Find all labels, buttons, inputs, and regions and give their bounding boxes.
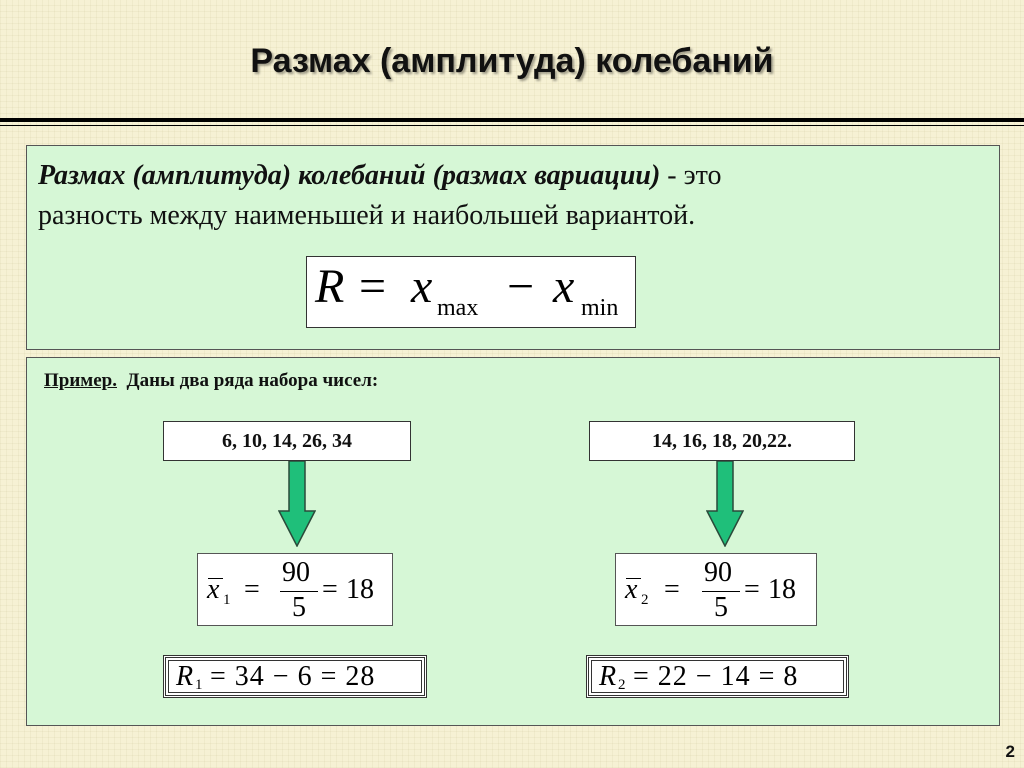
range-index: 2 [618,677,626,693]
range-index: 1 [195,677,203,693]
formula-sub-min: min [581,295,619,321]
mean-equals-2: = [744,574,760,605]
formula-r: R [315,260,345,313]
title-rule-thin [0,125,1024,126]
slide-title: Размах (амплитуда) колебаний [250,42,774,80]
definition-text [38,156,978,236]
page-number: 2 [1005,742,1015,761]
definition-connector: - это [660,160,722,191]
range-expression: = 34 − 6 = 28 [210,661,376,692]
example-label-word: Пример. [44,370,117,391]
mean-equals-2: = [322,574,338,605]
mean-value: 18 [346,574,374,605]
range-expression: = 22 − 14 = 8 [633,661,799,692]
mean-numerator: 90 [704,557,732,588]
mean-symbol: x [625,574,638,605]
range-result-box-2 [586,655,849,698]
range-formula-box [306,256,636,328]
data-series-box-2: 14, 16, 18, 20,22. [589,421,855,461]
mean-formula-box-1 [197,553,393,626]
formula-sub-max: max [437,295,479,321]
formula-minus: − [507,260,535,313]
mean-equals: = [664,574,680,605]
down-arrow-icon [706,461,744,547]
definition-term: Размах (амплитуда) колебаний (размах вариации) [38,160,661,191]
formula-x-min: x [553,260,575,313]
definition-body: разность между наименьшей и наибольшей вариантой. [38,200,696,231]
mean-value: 18 [768,574,796,605]
mean-denominator: 5 [292,592,306,623]
range-result-box-1 [163,655,427,698]
example-label [44,370,378,392]
formula-equals: = [359,260,387,313]
formula-x-max: x [411,260,433,313]
example-panel [26,357,1000,726]
mean-equals: = [244,574,260,605]
range-symbol: R [176,661,194,692]
down-arrow-icon [278,461,316,547]
definition-panel [26,145,1000,350]
down-arrow-shape [279,461,315,546]
mean-denominator: 5 [714,592,728,623]
mean-formula-box-2 [615,553,817,626]
mean-symbol: x [207,574,220,605]
title-rule-thick [0,118,1024,122]
mean-numerator: 90 [282,557,310,588]
example-intro: Даны два ряда набора чисел: [126,370,379,391]
mean-index: 1 [223,592,231,608]
down-arrow-shape [707,461,743,546]
data-series-box-1: 6, 10, 14, 26, 34 [163,421,411,461]
mean-index: 2 [641,592,649,608]
range-symbol: R [599,661,617,692]
